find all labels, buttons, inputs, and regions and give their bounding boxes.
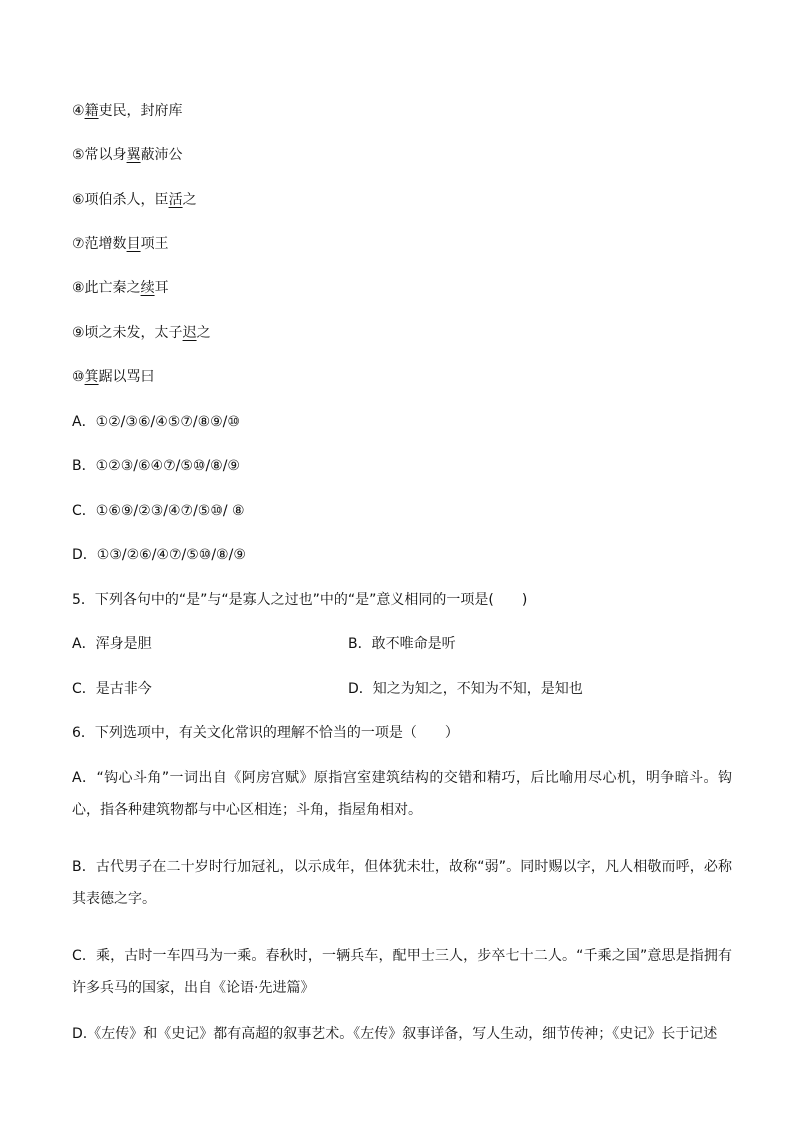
underlined-char: 籍	[84, 103, 99, 119]
item-4: ④籍吏民，封府库	[72, 103, 183, 119]
underlined-char: 迟	[182, 325, 197, 341]
q5-stem: 5．下列各句中的“是”与“是寡人之过也”中的“是”意义相同的一项是( )	[72, 592, 528, 608]
item-7: ⑦范增数目项王	[72, 236, 169, 252]
item-10: ⑩箕踞以骂曰	[72, 369, 155, 385]
q6-option-d: D.《左传》和《史记》都有高超的叙事艺术。《左传》叙事详备，写人生动，细节传神；《史记》长于记述	[72, 1026, 718, 1042]
underlined-char: 续	[140, 280, 155, 296]
underlined-char: 箕	[84, 369, 99, 385]
q5-option-b: B．敢不唯命是听	[348, 636, 456, 652]
underlined-char: 翼	[126, 147, 141, 163]
q6-stem: 6．下列选项中，有关文化常识的理解不恰当的一项是（ ）	[72, 725, 459, 741]
q4-option-b: B．①②③/⑥④⑦/⑤⑩/⑧/⑨	[72, 458, 240, 474]
item-6: ⑥项伯杀人，臣活之	[72, 192, 197, 208]
item-5: ⑤常以身翼蔽沛公	[72, 147, 183, 163]
underlined-char: 目	[126, 236, 141, 252]
q6-option-b: B．古代男子在二十岁时行加冠礼，以示成年，但体犹未壮，故称“弱”。同时赐以字，凡人相敬而呼，必称其表德之字。	[72, 859, 732, 907]
q4-option-d: D．①③/②⑥/④⑦/⑤⑩/⑧/⑨	[72, 547, 246, 563]
underlined-char: 活	[168, 192, 183, 208]
q4-option-c: C．①⑥⑨/②③/④⑦/⑤⑩/ ⑧	[72, 503, 245, 519]
q4-option-a: A．①②/③⑥/④⑤⑦/⑧⑨/⑩	[72, 414, 240, 430]
item-8: ⑧此亡秦之续耳	[72, 280, 169, 296]
q6-option-c: C．乘，古时一车四马为一乘。春秋时，一辆兵车，配甲士三人，步卒七十二人。“千乘之国”意思是指拥有许多兵马的国家，出自《论语·先进篇》	[72, 948, 732, 996]
q5-option-a: A．浑身是胆	[72, 636, 152, 652]
q5-option-c: C．是古非今	[72, 681, 152, 697]
item-9: ⑨顷之未发，太子迟之	[72, 325, 211, 341]
q5-option-d: D．知之为知之，不知为不知，是知也	[348, 681, 583, 697]
q6-option-a: A．“钩心斗角”一词出自《阿房宫赋》原指宫室建筑结构的交错和精巧，后比喻用尽心机，明争暗斗。钩心，指各种建筑物都与中心区相连；斗角，指屋角相对。	[72, 770, 732, 818]
